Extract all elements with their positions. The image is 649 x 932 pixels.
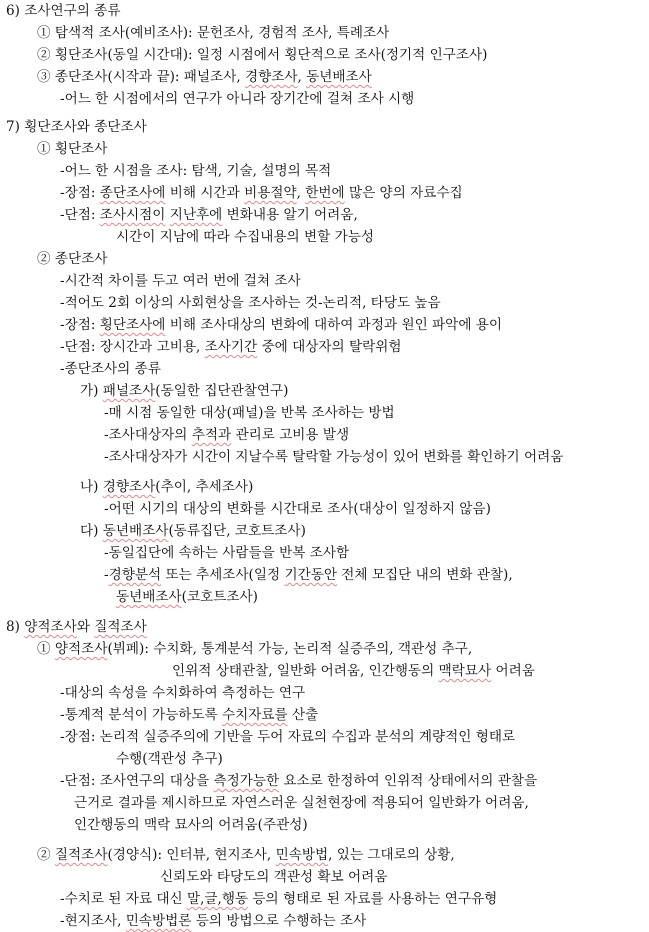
text-line	[37, 248, 107, 270]
text-segment: 다)	[80, 523, 103, 539]
spellcheck-underlined-word: 민속방법	[275, 847, 329, 863]
text-segment: -어떤 시기의 대상의 변화를 시간대로 조사(대상이 일정하지 않음)	[104, 501, 491, 517]
spellcheck-underlined-word: 종단조사에	[99, 185, 166, 201]
text-segment: -조사대상자의	[104, 427, 192, 443]
text-line	[60, 704, 318, 726]
text-segment: 인위적 상태관찰, 일반화 어려움, 인간행동의	[172, 663, 439, 679]
spellcheck-underlined-word: 동년배조사	[116, 589, 182, 605]
spellcheck-underlined-word: 말,글,행동	[186, 891, 249, 907]
text-segment: 관리로 고비용 발생	[231, 427, 350, 443]
text-line	[104, 402, 395, 424]
text-segment: -단점:	[60, 207, 100, 223]
text-segment: -단점: 장시간과 고비용,	[60, 339, 205, 355]
text-segment: -적어도 2회 이상의 사회현상을 조사하는 것-논리적, 타당도 높음	[60, 295, 441, 311]
text-line	[60, 336, 401, 358]
spellcheck-underlined-word: 양적조사	[24, 619, 77, 635]
text-segment: 비해 시간과	[165, 185, 245, 201]
spellcheck-underlined-word: 경향분석	[108, 567, 162, 583]
text-line	[60, 292, 441, 314]
spellcheck-underlined-word: 질적조사	[54, 847, 108, 863]
text-line	[37, 66, 372, 88]
text-segment: 인간행동의 맥락 묘사의 어려움(주관성)	[74, 817, 308, 833]
text-segment: 등의 형태로 된 자료를 사용하는 연구유형	[248, 891, 498, 907]
text-segment: ③ 종단조사(시작과 끝): 패널조사,	[37, 69, 245, 85]
text-line	[60, 88, 414, 110]
text-line	[60, 314, 502, 336]
text-segment: (동류집단, 코호트조사)	[168, 523, 306, 539]
text-segment: 와	[76, 619, 95, 635]
text-segment: (경양식): 인터뷰, 현지조사,	[107, 847, 276, 863]
text-segment: ①	[37, 641, 55, 657]
text-line	[116, 586, 258, 608]
text-line	[80, 380, 288, 402]
text-line	[37, 44, 487, 66]
spellcheck-underlined-word: 맥락묘사	[438, 663, 492, 679]
text-segment: -어느 한 시점을 조사: 탐색, 기술, 설명의 목적	[60, 163, 332, 179]
text-line	[74, 814, 308, 836]
text-line	[37, 22, 389, 44]
text-segment: 근거로 결과를 제시하므로 자연스러운 실천현장에 적용되어 일반화가 어려움,	[74, 795, 529, 811]
text-segment: 7) 횡단조사와 종단조사	[6, 119, 147, 135]
text-line	[60, 682, 305, 704]
text-line	[6, 616, 147, 638]
text-segment: , 있는 그대로의 상황,	[328, 847, 455, 863]
text-segment: -장점: 논리적 실증주의에 기반을 두어 자료의 수집과 분석의 계량적인 형태로	[60, 729, 516, 745]
text-line	[60, 160, 331, 182]
text-line	[104, 498, 491, 520]
text-segment: 변화내용 알기 어려움,	[222, 207, 358, 223]
text-line	[60, 358, 161, 380]
text-line	[60, 770, 537, 792]
text-segment: 요소로 한정하여 인위적 상태에서의 관찰을	[279, 773, 538, 789]
spellcheck-underlined-word: 경향조사	[244, 69, 298, 85]
text-segment: -매 시점 동일한 대상(패널)을 반복 조사하는 방법	[104, 405, 395, 421]
text-segment: ② 횡단조사(동일 시간대): 일정 시점에서 횡단적으로 조사(정기적 인구조사)	[37, 47, 488, 63]
text-segment: (코호트조사)	[181, 589, 258, 605]
text-line	[6, 116, 147, 138]
spellcheck-underlined-word: 양적조사	[54, 641, 108, 657]
spellcheck-underlined-word: 조사기간	[204, 339, 258, 355]
text-segment: -시간적 차이를 두고 여러 번에 걸쳐 조사	[60, 273, 301, 289]
spellcheck-underlined-word: 동년배조사	[306, 69, 372, 85]
text-segment: 많은 양의 자료수집	[344, 185, 463, 201]
text-line	[74, 792, 529, 814]
text-line	[6, 0, 121, 22]
text-segment: ,	[296, 185, 306, 201]
text-segment: 등의 방법으로 수행하는 조사	[191, 913, 367, 929]
text-segment: ② 종단조사	[37, 251, 108, 267]
spellcheck-underlined-word: 비용절약	[244, 185, 297, 201]
text-line	[37, 138, 107, 160]
text-segment: 수행(객관성 추구)	[116, 751, 223, 767]
text-line	[116, 748, 223, 770]
text-segment: 시간이 지남에 따라 수집내용의 변할 가능성	[116, 229, 374, 245]
text-line	[60, 270, 301, 292]
text-segment: -어느 한 시점에서의 연구가 아니라 장기간에 걸쳐 조사 시행	[60, 91, 415, 107]
text-segment: 신뢰도와 타당도의 객관성 확보 어려움	[160, 869, 388, 885]
spellcheck-underlined-word: 한번에	[305, 185, 345, 201]
text-line	[37, 844, 455, 866]
text-segment: -단점: 조사연구의 대상을	[60, 773, 214, 789]
spellcheck-underlined-word: 동년배조사	[102, 523, 169, 539]
text-line	[60, 726, 515, 748]
text-segment: -종단조사의 종류	[60, 361, 161, 377]
text-line	[80, 520, 306, 542]
spellcheck-underlined-word: 수치자료를	[222, 707, 288, 723]
text-segment: 산출	[287, 707, 319, 723]
text-line	[104, 564, 513, 586]
text-segment: ① 횡단조사	[37, 141, 108, 157]
spellcheck-underlined-word: 측정가능한	[213, 773, 280, 789]
text-line	[60, 204, 358, 226]
text-line	[104, 446, 563, 468]
text-segment: 어려움	[491, 663, 535, 679]
text-line	[160, 866, 387, 888]
text-segment: -대상의 속성을 수치화하여 측정하는 연구	[60, 685, 306, 701]
text-segment: -수치로 된 자료 대신	[60, 891, 187, 907]
text-segment: ,	[297, 69, 307, 85]
text-segment: ① 탐색적 조사(예비조사): 문헌조사, 경험적 조사, 특례조사	[37, 25, 390, 41]
text-segment: 비해 조사대상의 변화에 대하여 과정과 원인 파악에 용이	[165, 317, 503, 333]
spellcheck-underlined-word: 기간동안	[284, 567, 337, 583]
text-line	[104, 542, 349, 564]
text-segment: 가)	[80, 383, 103, 399]
text-segment: 중에 대상자의 탈락위험	[257, 339, 402, 355]
text-line	[172, 660, 535, 682]
text-segment: 전체 모집단 내의 변화 관찰),	[336, 567, 513, 583]
text-segment: (동일한 집단관찰연구)	[155, 383, 289, 399]
spellcheck-underlined-word: 지난후에	[169, 207, 223, 223]
text-segment: -장점:	[60, 185, 100, 201]
spellcheck-underlined-word: 패널조사	[102, 383, 156, 399]
text-segment: -	[104, 567, 109, 583]
text-segment: -통계적 분석이 가능하도록	[60, 707, 223, 723]
text-segment: 나)	[80, 479, 103, 495]
text-line	[116, 226, 374, 248]
text-segment: -조사대상자가 시간이 지날수록 탈락할 가능성이 있어 변화를 확인하기 어려움	[104, 449, 564, 465]
text-segment: 또는 추세조사(일정	[161, 567, 285, 583]
text-segment: ②	[37, 847, 55, 863]
text-line	[37, 638, 472, 660]
spellcheck-underlined-word: 조사시점이	[99, 207, 166, 223]
text-segment: -동일집단에 속하는 사람들을 반복 조사함	[104, 545, 350, 561]
spellcheck-underlined-word: 경향조사	[102, 479, 156, 495]
text-segment: (추이, 추세조사)	[155, 479, 254, 495]
spellcheck-underlined-word: 추적과	[191, 427, 232, 443]
text-segment: (뷔페): 수치화, 통계분석 가능, 논리적 실증주의, 객관성 추구,	[107, 641, 473, 657]
spellcheck-underlined-word: 질적조사	[94, 619, 147, 635]
text-line	[80, 476, 253, 498]
text-segment: -현지조사,	[60, 913, 126, 929]
text-line	[60, 182, 463, 204]
text-segment: 8)	[6, 619, 25, 635]
text-segment: 6) 조사연구의 종류	[6, 3, 121, 19]
text-line	[60, 888, 497, 910]
spellcheck-underlined-word: 횡단조사에	[99, 317, 166, 333]
text-line	[104, 424, 349, 446]
spellcheck-underlined-word: 민속방법론	[125, 913, 192, 929]
text-segment: -장점:	[60, 317, 100, 333]
